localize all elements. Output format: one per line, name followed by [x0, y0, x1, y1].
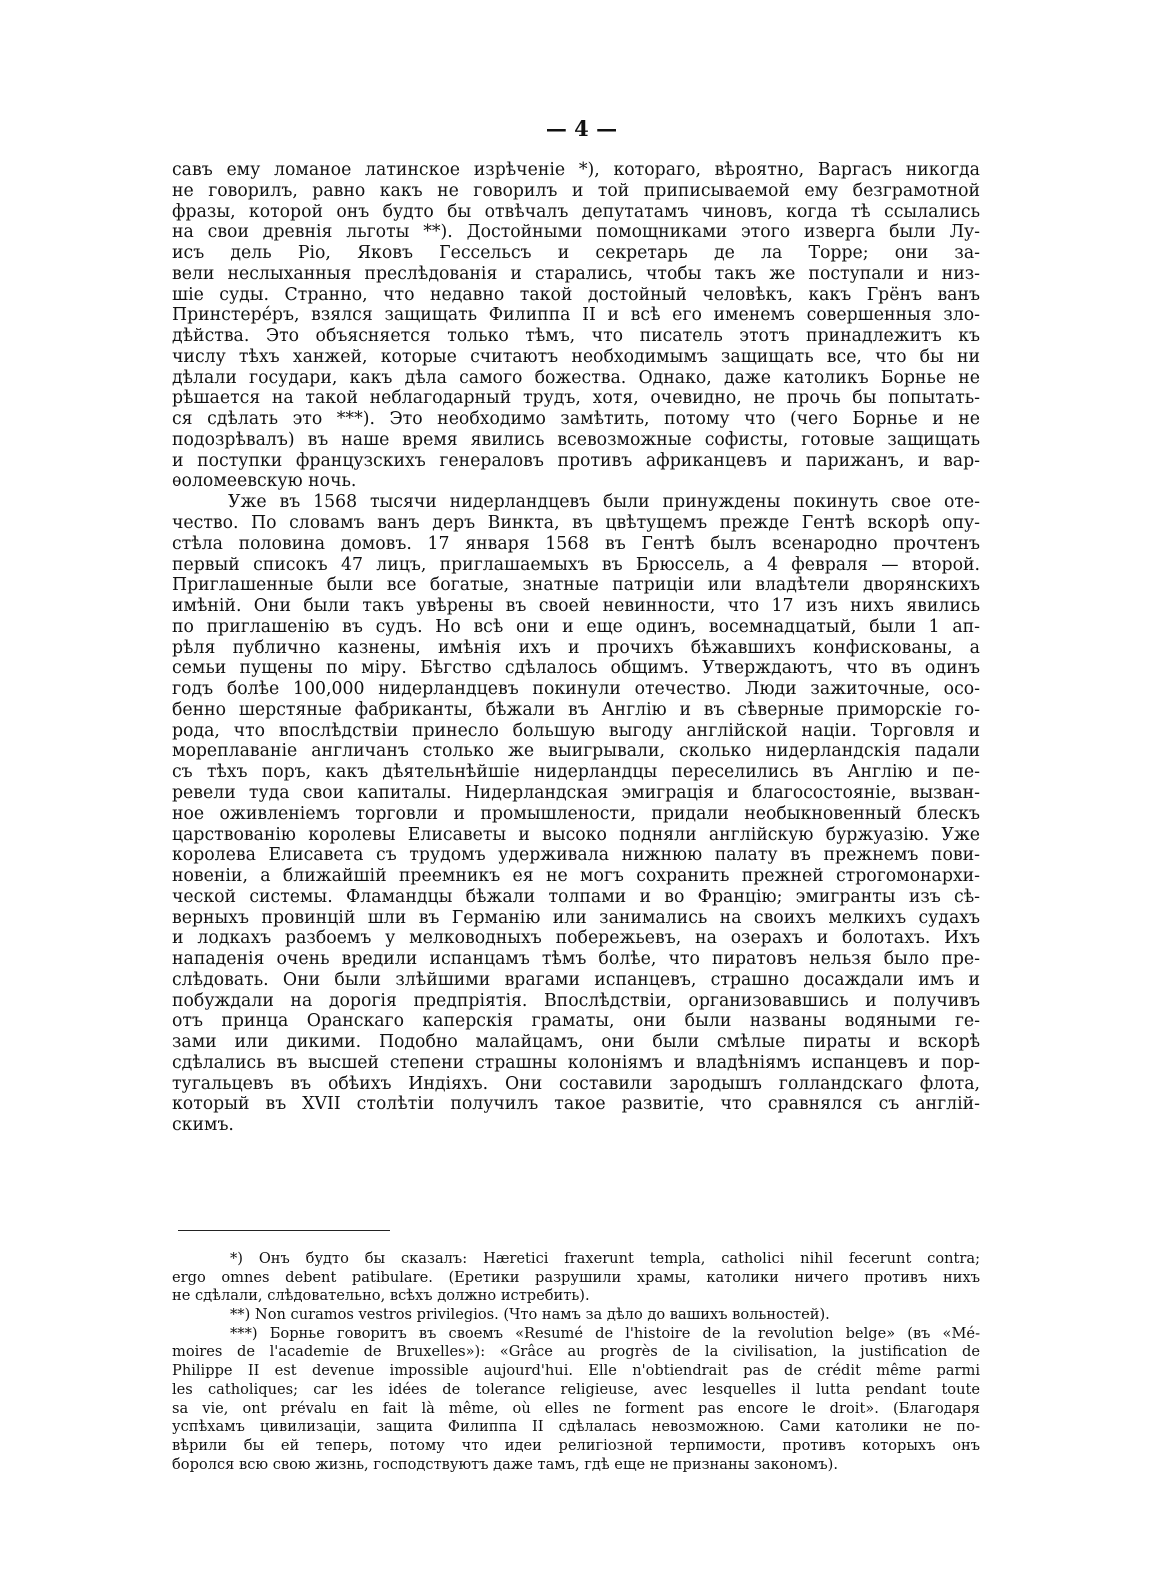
footnote-line: вѣрили бы ей теперь, потому что идеи религіозной терпимости, противъ которыхъ онъ [172, 1436, 980, 1454]
footnote-line: moires de l'academie de Bruxelles»): «Grâce au progrès de la civilisation, la justification de [172, 1343, 980, 1361]
text-line: Приглашенные были все богатые, знатные патриціи или владѣтели дворянскихъ [172, 575, 980, 596]
footnote-line: ***) Борнье говоритъ въ своемъ «Resumé de l'histoire de la revolution belge» (въ «Mé- [230, 1324, 980, 1342]
text-line: побуждали на дорогія предпріятія. Впослѣдствіи, организовавшись и получивъ [172, 990, 980, 1011]
text-line: савъ ему ломаное латинское изрѣченіе *), котораго, вѣроятно, Варгасъ никогда [172, 160, 980, 180]
text-line: тугальцевъ въ обѣихъ Индіяхъ. Они составили зародышъ голландскаго флота, [172, 1073, 980, 1094]
text-line: первый списокъ 47 лицъ, приглашаемыхъ въ Брюссель, а 4 февраля — второй. [172, 554, 980, 575]
footnote-line: ergo omnes debent patibulare. (Еретики разрушили храмы, католики ничего противъ нихъ [172, 1268, 980, 1286]
text-line: зами или дикими. Подобно малайцамъ, они были смѣлые пираты и вскорѣ [172, 1032, 980, 1053]
text-line: и лодкахъ разбоемъ у мелководныхъ побережьевъ, на озерахъ и болотахъ. Ихъ [172, 928, 980, 949]
footnote-line: успѣхамъ цивилизаціи, защита Филиппа II сдѣлалась невозможною. Сами католики не по- [172, 1418, 980, 1436]
text-line: верныхъ провинцій шли въ Германію или занимались на своихъ мелкихъ судахъ [172, 907, 980, 928]
footnote-line: les catholiques; car les idées de tolerance religieuse, avec lesquelles il lutta pendant toute [172, 1380, 980, 1398]
text-line: подозрѣвалъ) въ наше время явились всевозможные софисты, готовые защищать [172, 429, 980, 450]
text-line: на свои древнія льготы **). Достойными помощниками этого изверга были Лу- [172, 222, 980, 243]
text-line: исъ дель Ріо, Яковъ Гессельсъ и секретарь де ла Торре; они за- [172, 243, 980, 264]
text-line: Принстерéръ, взялся защищать Филиппа II и всѣ его именемъ совершенныя зло- [172, 305, 980, 326]
text-line: рѣля публично казнены, имѣнія ихъ и прочихъ бѣжавшихъ конфискованы, а [172, 637, 980, 658]
text-line: скимъ. [172, 1115, 234, 1136]
footnote-line: sa vie, ont prévalu en fait là même, où elles ne forment pas encore le droit». (Благодаря [172, 1399, 980, 1417]
footnote-line: **) Non curamos vestros privilegios. (Что намъ за дѣло до вашихъ вольностей). [230, 1306, 830, 1324]
footnote-line: *) Онъ будто бы сказалъ: Hæretici fraxerunt templa, catholici nihil fecerunt contra; [230, 1250, 980, 1267]
text-line: имѣній. Они были такъ увѣрены въ своей невинности, что 17 изъ нихъ явились [172, 596, 980, 617]
text-line: чество. По словамъ ванъ деръ Винкта, въ цвѣтущемъ прежде Гентѣ вскорѣ опу- [172, 513, 980, 534]
text-line: отъ принца Оранскаго каперскія граматы, они были названы водяными ге- [172, 1011, 980, 1032]
text-line: Уже въ 1568 тысячи нидерландцевъ были принуждены покинуть свое оте- [228, 492, 980, 513]
text-line: числу тѣхъ ханжей, которые считаютъ необходимымъ защищать все, что бы ни [172, 346, 980, 367]
text-line: ѳоломеевскую ночь. [172, 471, 357, 492]
footnote-line: Philippe II est devenue impossible aujourd'hui. Elle n'obtiendrait pas de crédit même parmi [172, 1362, 980, 1380]
footnote-line: не сдѣлали, слѣдовательно, всѣхъ должно истребить). [172, 1287, 590, 1305]
text-line: новеніи, а ближайшій преемникъ ея не могъ сохранить прежней строгомонархи- [172, 866, 980, 887]
footnote-divider [178, 1230, 390, 1231]
text-line: царствованію королевы Елисаветы и высоко подняли англійскую буржуазію. Уже [172, 824, 980, 845]
text-line: и поступки французскихъ генераловъ противъ африканцевъ и парижанъ, и вар- [172, 450, 980, 471]
text-line: рода, что впослѣдствіи принесло большую выгоду англійской націи. Торговля и [172, 720, 980, 741]
text-line: дѣйства. Это объясняется только тѣмъ, что писатель этотъ принадлежитъ къ [172, 326, 980, 347]
text-line: слѣдовать. Они были злѣйшими врагами испанцевъ, страшно досаждали имъ и [172, 969, 980, 990]
text-line: королева Елисавета съ трудомъ удерживала нижнюю палату въ прежнемъ пови- [172, 845, 980, 866]
text-line: который въ XVII столѣтіи получилъ такое развитіе, что сравнялся съ англій- [172, 1094, 980, 1115]
text-line: сдѣлались въ высшей степени страшны колоніямъ и владѣніямъ испанцевъ и пор- [172, 1052, 980, 1073]
text-line: рѣшается на такой неблагодарный трудъ, хотя, очевидно, не прочь бы попытать- [172, 388, 980, 409]
text-line: вели неслыханныя преслѣдованія и старались, чтобы такъ же поступали и низ- [172, 263, 980, 284]
text-line: ся сдѣлать это ***). Это необходимо замѣтить, потому что (чего Борнье и не [172, 409, 980, 430]
text-line: нападенія очень вредили испанцамъ тѣмъ болѣе, что пиратовъ нельзя было пре- [172, 949, 980, 970]
page-number: — 4 — [545, 116, 618, 141]
text-line: годъ болѣе 100,000 нидерландцевъ покинули отечество. Люди зажиточные, осо- [172, 679, 980, 700]
footnote-line: боролся всю свою жизнь, господствуютъ даже тамъ, гдѣ еще не признаны закономъ). [172, 1455, 839, 1473]
text-line: шіе суды. Странно, что недавно такой достойный человѣкъ, какъ Грёнъ ванъ [172, 284, 980, 305]
text-line: фразы, которой онъ будто бы отвѣчалъ депутатамъ чиновъ, когда тѣ ссылались [172, 201, 980, 222]
text-line: ческой системы. Фламандцы бѣжали толпами и во Францію; эмигранты изъ сѣ- [172, 886, 980, 907]
text-line: ревели туда свои капиталы. Нидерландская эмиграція и благосостояніе, вызван- [172, 782, 980, 803]
text-line: стѣла половина домовъ. 17 января 1568 въ Гентѣ былъ всенародно прочтенъ [172, 533, 980, 554]
text-line: дѣлали государи, какъ дѣла самого божества. Однако, даже католикъ Борнье не [172, 367, 980, 388]
text-line: ное оживленіемъ торговли и промышлености, придали необыкновенный блескъ [172, 803, 980, 824]
text-line: бенно шерстяные фабриканты, бѣжали въ Англію и въ сѣверные приморскіе го- [172, 699, 980, 720]
text-line: по приглашенію въ судъ. Но всѣ они и еще одинъ, восемнадцатый, были 1 ап- [172, 616, 980, 637]
main-text [172, 160, 980, 1136]
text-line: семьи пущены по міру. Бѣгство сдѣлалось общимъ. Утверждаютъ, что въ одинъ [172, 658, 980, 679]
text-line: не говорилъ, равно какъ не говорилъ и той приписываемой ему безграмотной [172, 180, 980, 201]
text-line: съ тѣхъ поръ, какъ дѣятельнѣйшіе нидерландцы переселились въ Англію и пе- [172, 762, 980, 783]
text-line: мореплаваніе англичанъ столько же выигрывали, сколько нидерландскія падали [172, 741, 980, 762]
footnotes [172, 1250, 980, 1474]
